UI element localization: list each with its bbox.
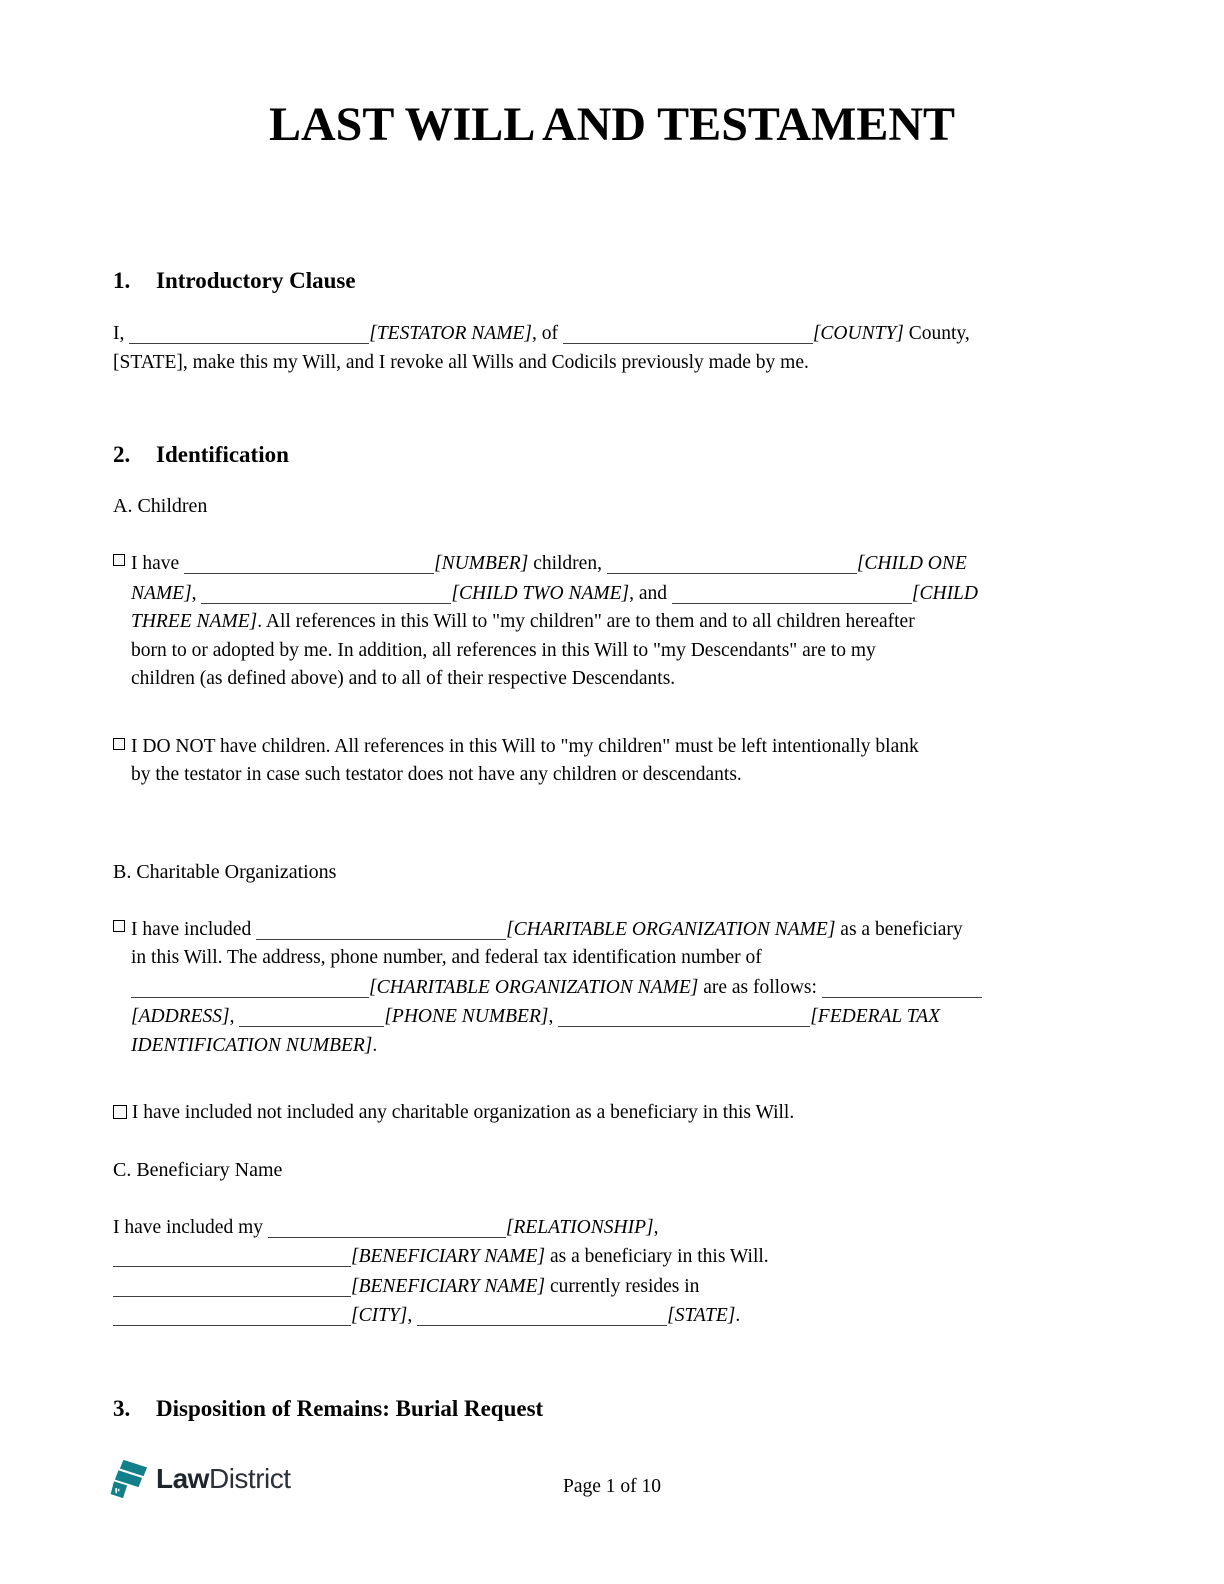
body-text: I have included bbox=[131, 918, 257, 940]
body-text: by the testator in case such testator does not have any children or descendants. bbox=[131, 764, 742, 785]
body-text: . All references in this Will to "my children" are to them and to all children hereafter bbox=[257, 611, 915, 632]
body-text: County, bbox=[903, 323, 970, 344]
paragraph-line bbox=[113, 1213, 1111, 1243]
body-text: , and bbox=[629, 582, 672, 604]
checkbox[interactable] bbox=[113, 920, 125, 932]
document-title: LAST WILL AND TESTAMENT bbox=[268, 98, 956, 151]
body-text: born to or adopted by me. In addition, all references in this Will to "my Descendants" are to my bbox=[131, 639, 876, 661]
blank-field[interactable] bbox=[239, 1002, 384, 1027]
body-text: I DO NOT have children. All references in this Will to "my children" must be left intentionally blank bbox=[131, 735, 919, 757]
blank-field[interactable] bbox=[822, 973, 982, 998]
body-text: children, bbox=[528, 553, 607, 574]
section-number: 3. bbox=[113, 1395, 131, 1421]
section-heading bbox=[113, 1395, 1111, 1423]
section-number: 1. bbox=[113, 268, 131, 293]
paragraph-line bbox=[131, 549, 1111, 579]
paragraph-line bbox=[113, 1272, 1111, 1302]
blank-field[interactable] bbox=[131, 973, 369, 998]
placeholder-text: [CHILD bbox=[911, 582, 978, 604]
paragraph-line bbox=[113, 1242, 1111, 1272]
placeholder-text: [CHARITABLE ORGANIZATION NAME] bbox=[369, 976, 699, 998]
paragraph bbox=[113, 1213, 1111, 1331]
paragraph bbox=[113, 319, 1111, 377]
checkbox[interactable] bbox=[113, 1105, 127, 1119]
blank-field[interactable] bbox=[563, 319, 813, 344]
page-number: Page 1 of 10 bbox=[562, 1476, 662, 1497]
placeholder-text: [RELATIONSHIP] bbox=[505, 1216, 654, 1238]
blank-field[interactable] bbox=[256, 915, 506, 940]
body-text: , bbox=[229, 1006, 240, 1027]
paragraph-line bbox=[131, 761, 1111, 790]
section-number: 2. bbox=[113, 442, 131, 467]
body-text: currently resides in bbox=[545, 1275, 700, 1297]
blank-field[interactable] bbox=[558, 1002, 810, 1027]
placeholder-text: [CHARITABLE ORGANIZATION NAME] bbox=[506, 918, 836, 940]
blank-field[interactable] bbox=[129, 319, 369, 344]
paragraph bbox=[113, 733, 1111, 790]
blank-field[interactable] bbox=[672, 579, 912, 604]
paragraph-line bbox=[113, 319, 1111, 349]
placeholder-text: [FEDERAL TAX bbox=[810, 1006, 941, 1027]
section-heading-label: Disposition of Remains: Burial Request bbox=[156, 1395, 544, 1421]
section-heading bbox=[113, 441, 1111, 469]
section-heading-label: Identification bbox=[156, 442, 289, 467]
placeholder-text: [CITY] bbox=[351, 1305, 408, 1326]
paragraph-line bbox=[131, 944, 1111, 973]
blank-field[interactable] bbox=[607, 549, 857, 574]
placeholder-text: [CHILD ONE bbox=[856, 553, 967, 574]
body-text: , bbox=[548, 1006, 559, 1027]
placeholder-text: [PHONE NUMBER] bbox=[384, 1006, 549, 1027]
paragraph-line bbox=[131, 665, 1111, 694]
body-text: , bbox=[407, 1305, 418, 1326]
placeholder-text: [CHILD TWO NAME] bbox=[451, 582, 630, 604]
placeholder-text: [COUNTY] bbox=[812, 323, 904, 344]
section-heading-label: Introductory Clause bbox=[156, 268, 356, 293]
body-text: children (as defined above) and to all of their respective Descendants. bbox=[131, 668, 676, 689]
body-text: as a beneficiary bbox=[835, 918, 963, 940]
paragraph-line bbox=[113, 1099, 1111, 1128]
lawdistrict-logo-icon bbox=[109, 1458, 149, 1500]
brand-text-law: Law bbox=[156, 1463, 209, 1494]
paragraph-line bbox=[131, 579, 1111, 609]
checkbox[interactable] bbox=[113, 738, 125, 750]
document-body bbox=[113, 267, 1111, 1423]
placeholder-text: [BENEFICIARY NAME] bbox=[351, 1246, 546, 1267]
paragraph-line bbox=[131, 1002, 1111, 1032]
blank-field[interactable] bbox=[417, 1301, 667, 1326]
blank-field[interactable] bbox=[113, 1301, 351, 1326]
body-text: [STATE], make this my Will, and I revoke all Wills and Codicils previously made by me. bbox=[113, 351, 809, 373]
brand-text-district: District bbox=[208, 1463, 291, 1494]
paragraph bbox=[113, 915, 1111, 1061]
page-footer bbox=[113, 1456, 1111, 1506]
body-text: , bbox=[191, 582, 202, 604]
placeholder-text: [TESTATOR NAME] bbox=[369, 323, 532, 344]
section-heading bbox=[113, 267, 1111, 295]
body-text: I, bbox=[113, 323, 130, 344]
body-text: are as follows: bbox=[698, 976, 822, 998]
body-text: I have bbox=[131, 553, 185, 574]
body-text: . bbox=[372, 1034, 378, 1056]
paragraph-line bbox=[131, 637, 1111, 666]
placeholder-text: [STATE] bbox=[667, 1305, 736, 1326]
paragraph-line bbox=[131, 608, 1111, 637]
body-text: I have included my bbox=[113, 1216, 268, 1238]
checkbox[interactable] bbox=[113, 554, 125, 566]
placeholder-text: IDENTIFICATION NUMBER] bbox=[131, 1034, 373, 1056]
placeholder-text: [ADDRESS] bbox=[131, 1006, 230, 1027]
lawdistrict-logo bbox=[109, 1458, 291, 1500]
paragraph bbox=[113, 549, 1111, 694]
subsection-heading: A. Children bbox=[113, 495, 208, 517]
paragraph-line bbox=[131, 733, 1111, 762]
paragraph-line bbox=[113, 349, 1111, 378]
paragraph-line bbox=[131, 1032, 1111, 1061]
blank-field[interactable] bbox=[113, 1242, 351, 1267]
blank-field[interactable] bbox=[113, 1272, 351, 1297]
paragraph-line bbox=[131, 973, 1111, 1003]
placeholder-text: [NUMBER] bbox=[434, 553, 529, 574]
body-text: as a beneficiary in this Will. bbox=[545, 1246, 769, 1267]
body-text: , of bbox=[531, 323, 563, 344]
placeholder-text: NAME] bbox=[131, 582, 192, 604]
body-text: . bbox=[735, 1305, 741, 1326]
blank-field[interactable] bbox=[184, 549, 434, 574]
subsection-heading: B. Charitable Organizations bbox=[113, 860, 337, 883]
body-text: I have included not included any charitable organization as a beneficiary in this Will. bbox=[127, 1102, 795, 1123]
blank-field[interactable] bbox=[201, 579, 451, 604]
paragraph-line bbox=[113, 1301, 1111, 1331]
placeholder-text: [BENEFICIARY NAME] bbox=[351, 1275, 546, 1297]
body-text: in this Will. The address, phone number, and federal tax identification number of bbox=[131, 947, 762, 968]
placeholder-text: THREE NAME] bbox=[131, 611, 258, 632]
subsection-heading: C. Beneficiary Name bbox=[113, 1158, 283, 1181]
blank-field[interactable] bbox=[268, 1213, 506, 1238]
paragraph bbox=[113, 1099, 1111, 1128]
body-text: , bbox=[653, 1216, 659, 1238]
paragraph-line bbox=[131, 915, 1111, 945]
